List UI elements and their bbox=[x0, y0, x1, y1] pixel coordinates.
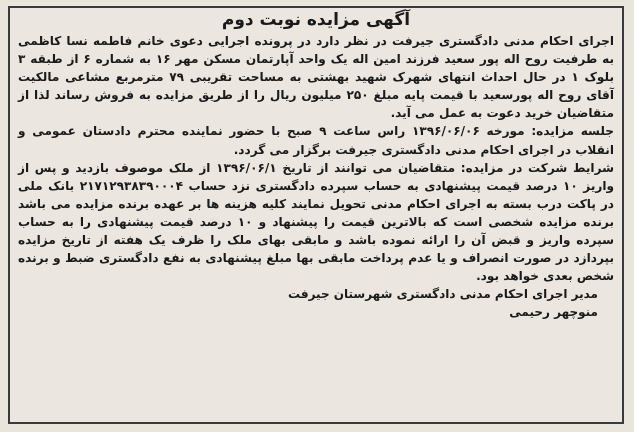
paragraph-conditions: شرایط شرکت در مزایده: متقاضیان می توانند از تاریخ ۱۳۹۶/۰۶/۱ از ملک موصوف بازدید و پس از واریز ۱۰ درصد قیمت پیشنهادی به حساب سپرده دادگستری نزد حساب ۲۱۷۱۲۹۳۸۳۹۰۰۰۴ بانک ملی در پاکت درب بسته به اجرای احکام مدنی تحویل نمایند کلیه هزینه ها بر عهده برنده مزایده می باشد برنده مزایده شخصی است که بالاترین قیمت را پیشنهاد و ۱۰ درصد قیمت پیشنهادی را به حساب سپرده واریز و قبض آن را ارائه نموده باشد و مابقی بهای ملک را ظرف یک هفته از تاریخ مزایده بپردازد در صورت انصراف و یا عدم پرداخت مابقی بها مبلغ پیشنهادی به نفع دادگستری ضبط و برنده شخص بعدی خواهد بود. bbox=[18, 160, 614, 284]
signature-title: مدیر اجرای احکام مدنی دادگستری شهرستان جیرفت bbox=[288, 287, 598, 302]
notice-box bbox=[8, 6, 624, 424]
signature-name: منوچهر رحیمی bbox=[509, 305, 598, 320]
paragraph-session: جلسه مزایده: مورخه ۱۳۹۶/۰۶/۰۶ راس ساعت ۹ صبح با حضور نماینده محترم دادستان عمومی و انقلاب در اجرای احکام مدنی دادگستری جیرفت برگزار می گردد. bbox=[18, 124, 615, 157]
notice-body bbox=[10, 32, 622, 285]
signature-block bbox=[10, 285, 622, 321]
paragraph-intro: اجرای احکام مدنی دادگستری جیرفت در نظر دارد در پرونده اجرایی دعوی خانم فاطمه نسا کاظمی به طرفیت روح اله پور سعید فرزند امین اله یک واحد آپارتمان مسکن مهر ۱۶ به شماره ۶ از طبقه ۳ بلوک ۱ در حال احداث انتهای شهرک شهید بهشتی به مساحت تقریبی ۷۹ مترمربع مشاعی مالکیت آقای روح اله پورسعید با قیمت پایه مبلغ ۲۵۰ میلیون ریال را از طریق مزایده به فروش رساند لذا از متقاضیان خرید دعوت به عمل می آید. bbox=[18, 34, 615, 121]
notice-title: آگهی مزایده نوبت دوم bbox=[221, 10, 411, 30]
